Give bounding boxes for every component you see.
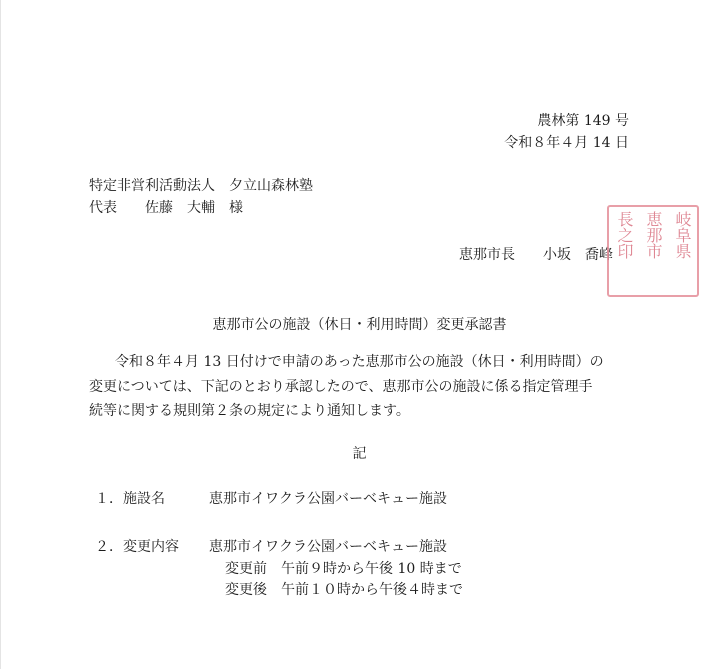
body-line-3: 続等に関する規則第２条の規定により通知します。 xyxy=(89,403,410,419)
seal-column-3: 長之印 xyxy=(615,211,634,259)
document-date: 令和８年４月 14 日 xyxy=(504,135,629,151)
ki-heading: 記 xyxy=(352,446,367,462)
item-2-before: 変更前 午前９時から午後 10 時まで xyxy=(225,561,462,577)
item-1-label: １．施設名 xyxy=(95,491,165,507)
document-number: 農林第 149 号 xyxy=(537,113,629,129)
recipient-organization: 特定非営利活動法人 夕立山森林塾 xyxy=(89,178,313,194)
document-title: 恵那市公の施設（休日・利用時間）変更承認書 xyxy=(212,317,507,333)
item-2-value: 恵那市イワクラ公園バーベキュー施設 xyxy=(209,539,447,555)
item-1-value: 恵那市イワクラ公園バーベキュー施設 xyxy=(209,491,447,507)
seal-column-1: 岐阜県 xyxy=(673,211,692,259)
seal-column-2: 恵那市 xyxy=(644,211,663,259)
recipient-representative: 代表 佐藤 大輔 様 xyxy=(89,200,243,216)
sender-name: 恵那市長 小坂 喬峰 xyxy=(459,247,613,263)
item-2-after: 変更後 午前１０時から午後４時まで xyxy=(225,582,463,598)
item-2-label: ２．変更内容 xyxy=(95,539,179,555)
body-line-1: 令和８年４月 13 日付けで申請のあった恵那市公の施設（休日・利用時間）の xyxy=(115,354,604,370)
official-seal-stamp xyxy=(607,205,699,297)
body-line-2: 変更については、下記のとおり承認したので、恵那市公の施設に係る指定管理手 xyxy=(89,379,593,395)
